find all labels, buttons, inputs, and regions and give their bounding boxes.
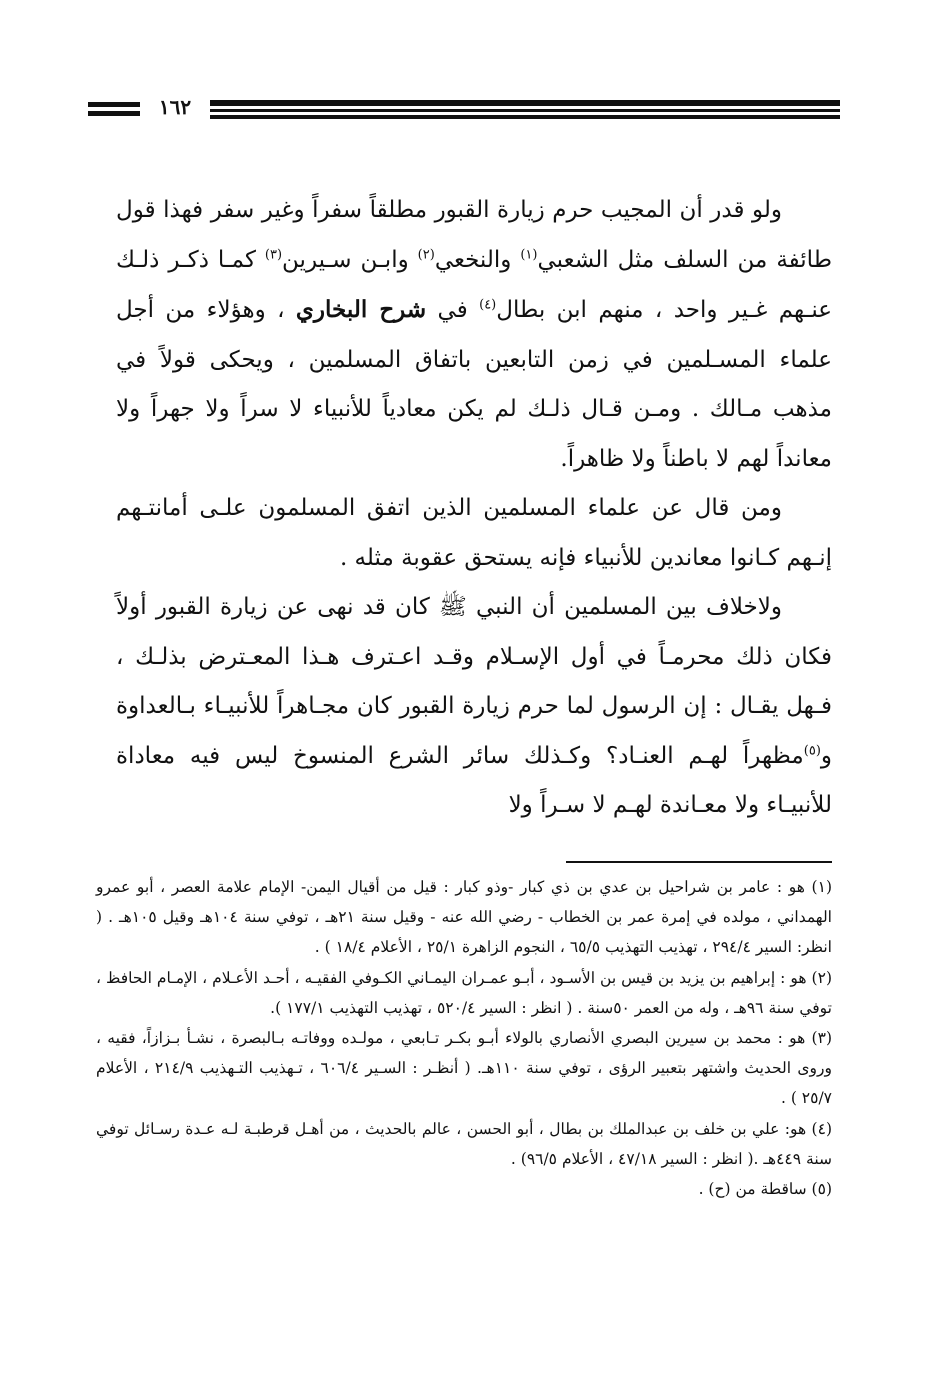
main-text: [116, 186, 832, 831]
footnote-ref: (٢): [417, 246, 435, 262]
text-run: ، وهؤلاء من أجل علماء المسـلمين في زمن التابعين باتفاق المسلمين ، ويحكى قولاً في مذهب مـالك . ومـن قـال ذلـك لم يكن معادياً للأنبياء لا سراً ولا جهراً ولا معانداً لهم لا باطناً ولا ظاهراً.: [116, 297, 832, 472]
paragraph-1: [116, 186, 832, 484]
footnote-4: (٤) هو: علي بن خلف بن عبدالملك بن بطال ، أبو الحسن ، عالم بالحديث ، من أهـل قرطبـة لـه عـدة رسـائل توفي سنة ٤٤٩هـ .( انظر : السير ٤٧/١٨ ، الأعلام ٩٦/٥) .: [96, 1119, 832, 1168]
text-run: ولو قدر أن المجيب حرم زيارة القبور مطلقاً سفراً وغير سفر فهذا قول طائفة من السلف مثل الشعبي: [116, 197, 832, 273]
footnote-3: (٣) هو : محمد بن سيرين البصري الأنصاري بالولاء أبـو بكـر تـابعي ، مولـده ووفاتـه بـالبصرة ، نشـأ بـزازاً، فقيه ، وروى الحديث واشتهر بتعبير الرؤى ، توفي سنة ١١٠هـ. ( أنظـر : السـير ٦٠٦/٤ ، تـهذيب التـهذيب ٢١٤/٩ ، الأعلام ٢٥/٧ ) .: [96, 1029, 832, 1108]
header-rule: [210, 100, 840, 106]
footnote-separator: [566, 861, 832, 863]
footnote-2: (٢) هو : إبراهيم بن يزيد بن قيس بن الأسـود ، أبـو عمـران اليمـاني الكـوفي الفقيـه ، أحـد الأعـلام ، الإمـام الحافظ ، توفي سنة ٩٦هـ ، وله من العمر ٥٠سنة . ( انظر : السير ٥٢٠/٤ ، تهذيب التهذيب ١٧٧/١ ).: [96, 968, 832, 1017]
header-rule: [88, 111, 140, 116]
header-rule: [210, 115, 840, 119]
footnote-ref: (١): [520, 246, 538, 262]
footnote-ref: (٣): [264, 246, 283, 262]
paragraph-3: [116, 583, 832, 831]
paragraph-2: ومن قال عن علماء المسلمين الذين اتفق المسلمون علـى أمانتـهم إنـهم كـانوا معاندين للأنبياء فإنه يستحق عقوبة مثله .: [116, 495, 832, 571]
header-rule: [88, 102, 140, 107]
text-run: ولاخلاف بين المسلمين أن النبي ﷺ كان قد نهى عن زيارة القبور أولاً فكان ذلك محرمـاً في أول الإسـلام وقـد اعـترف هـذا المعـترض بذلـك ، فـهل يقـال : إن الرسول لما حرم زيارة القبور كان مجـاهراً للأنبيـاء بـالعداوة و: [116, 594, 832, 769]
footnote-1: (١) هو : عامر بن شراحيل بن عدي بن ذي كبار -وذو كبار : قيل من أقيال اليمن- الإمام علامة العصر ، أبو عمرو الهمداني ، مولده في إمرة عمر بن الخطاب - رضي الله عنه - وقيل سنة ٢١هـ ، توفي سنة ١٠٤هـ وقيل ١٠٥هـ . ( انظر: السير ٢٩٤/٤ ، تهذيب التهذيب ٦٥/٥ ، النجوم الزاهرة ٢٥/١ ، الأعلام ١٨/٤ ) .: [96, 878, 832, 957]
footnote-ref: (٥): [803, 742, 821, 758]
text-run: وابـن سـيرين: [282, 246, 418, 273]
page-number: ١٦٢: [158, 95, 192, 119]
text-run: مظهراً لهـم العنـاد؟ وكـذلك سائر الشرع المنسوخ ليس فيه معاداة للأنبيـاء ولا معـاندة لهـم لا سـراً ولا: [116, 742, 832, 818]
header-rule: [210, 109, 840, 112]
footnote-5: (٥) ساقطة من (ح) .: [698, 1180, 832, 1199]
book-title: شرح البخاري: [295, 296, 427, 323]
page-header: [88, 95, 840, 126]
text-run: في: [426, 297, 480, 323]
text-run: والنخعي: [434, 246, 521, 273]
footnotes: [96, 872, 832, 1204]
text-run: كمـا ذكـر ذلـك عنـهم غـير واحد ، منهم ابن بطال: [116, 246, 833, 323]
footnote-ref: (٤): [479, 297, 497, 313]
